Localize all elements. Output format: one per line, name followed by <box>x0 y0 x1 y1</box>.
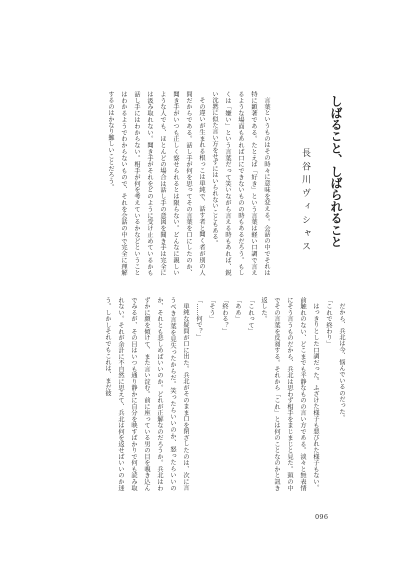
dialogue-line: 「終わる？」 <box>221 297 228 335</box>
paragraph: だから、兵北は今、悩んでいるのだった。 <box>338 303 345 421</box>
paragraph: はっきりとした口調だった。ふざけた様子も悪びれた様子もない。前触れのない、どこまでも平静なものの言い方である。淡々と無表情にそう言うものだから、兵北は思わず相手をまじまじと見た。頭の中でその言葉を反芻する。それから「これ」とは何のことなのかと訊き返した。 <box>260 297 319 491</box>
dialogue-line: 「……何で？」 <box>195 297 202 341</box>
dialogue-line: 「そう」 <box>208 297 215 322</box>
paragraph: その違いが生まれる根っこは単純で、話す者と聞く者が別の人間だからである。話し手が何を思ってその言葉を口にしたのか、聞き手がいつも正しく察せられるとは限らない。どんなに親しいような人でも、ほとんどの場合は話し手の意図を聞き手は完全には汲み取れない。聞き手がそれをどのように受け止めているかも話し手にはわからない。相手が何を考えているかなどということはわかるようでわからないもので、それを会話の中で完全に理解するのはかなり難しいことだろう。 <box>107 91 205 276</box>
body-text-lower <box>75 297 348 491</box>
page-number: 096 <box>315 513 329 521</box>
story-title: しばること、しばられること <box>329 95 343 248</box>
author-name: 長谷川ヴィシャス <box>300 148 310 256</box>
dialogue-line: 「これで終わり」 <box>325 297 332 347</box>
dialogue-line: 「ああ」 <box>234 297 241 322</box>
body-text-upper <box>78 91 273 276</box>
paragraph: 単純な疑問が口に出た。兵北がそのまま口を閉ざしたのは、次に言うべき言葉を見失ったからだ。笑ったらいいのか、怒ったらいいのか、それとも悲しめばいいのか。どれが正解なのだろうか。兵北はわずかに顔を傾けて、また言い淀む。前に座っている男の目を覗き込んでみるが、その目はいつも通り静かに自分を映すばかりで何も読み取れない。それが余計に不自然に思えて、兵北は何を返せばいいのか迷う。しかしそれでもこれは、まだ彼 <box>104 297 189 491</box>
paragraph: 言葉というものはその時々に意味を変える。会話の中でそれは特に顕著である。たとえば「好き」という言葉は軽い口調で言えるような場面もあれば口にできないものの時もあるだろう。もしくは「嫌い」という言葉だって笑いながら言える時もあれば、鋭い沈黙に似た言い方をせずにはいられないこともある。 <box>211 91 270 276</box>
dialogue-line: 「これって」 <box>247 297 254 335</box>
